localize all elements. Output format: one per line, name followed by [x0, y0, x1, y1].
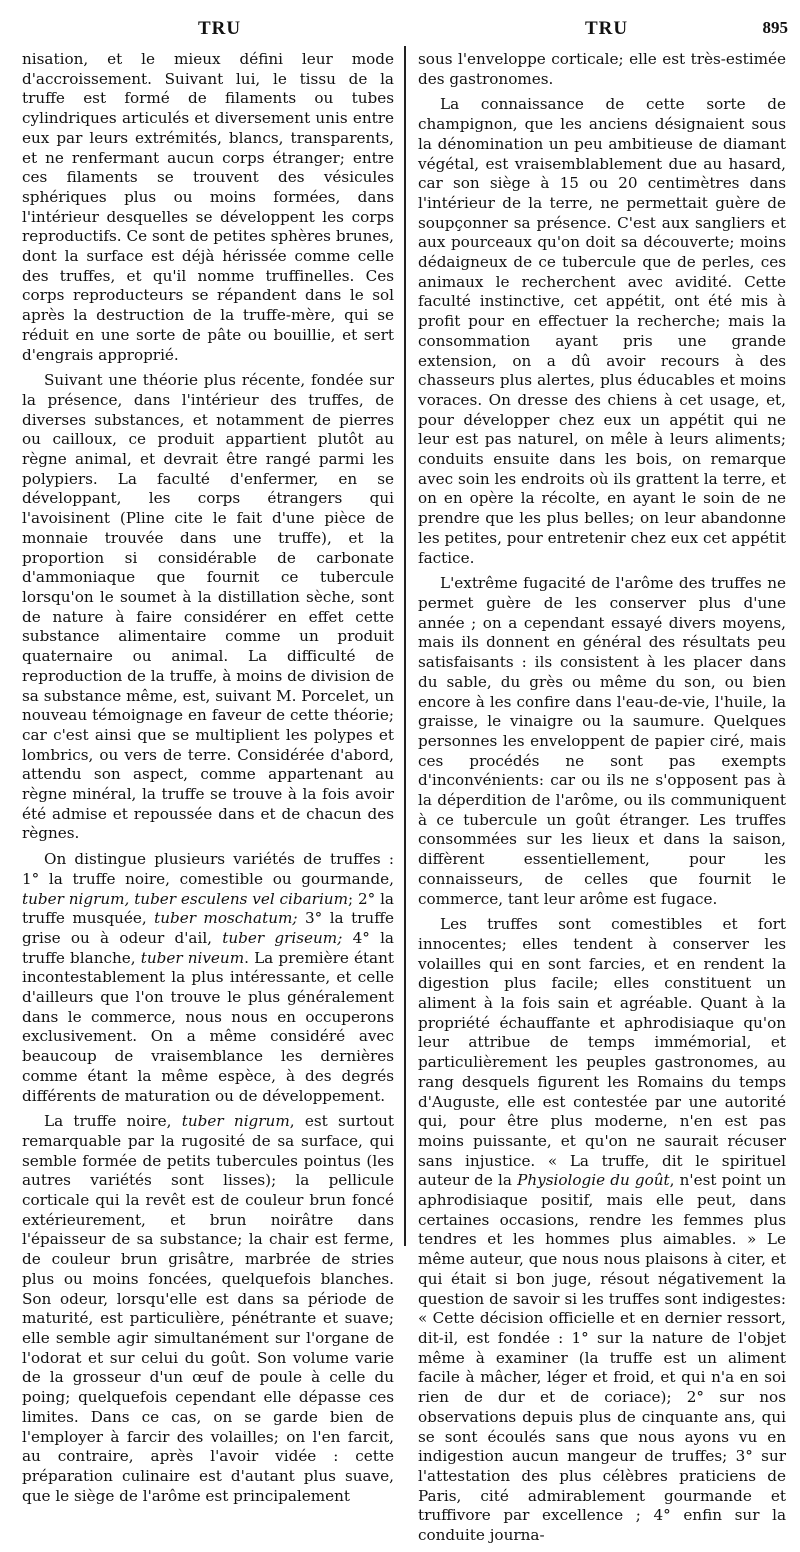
paragraph-text: Suivant une théorie plus récente, fondée sur la présence, dans l'intérieur des truffes, de diverses substances, et notamment de pierres ou cailloux, ce produit appartient plutôt au règne animal, et devrait être rangé parmi les polypiers. La faculté d'enfermer, en se développant, les corps étrangers qui l'avoisinent (Pline cite le fait d'une pièce de monnaie trouvée dans une truffe), et la proportion si considérable de carbonate d'ammoniaque que fournit ce tubercule lorsqu'on le soumet à la distillation sèche, sont de nature à faire considérer en effet cette substance alimentaire comme un produit quaternaire ou animal. La difficulté de reproduction de la truffe, à moins de division de sa substance même, est, suivant M. Porcelet, un nouveau témoignage en faveur de cette théorie; car c'est ainsi que se multiplient les polypes et lombrics, ou vers de terre. Considérée d'abord, attendu son aspect, comme appartenant au règne minéral, la truffe se trouve à la fois avoir été admise et repoussée dans et de chacun des règnes.	[22, 371, 394, 843]
paragraph-text: 4° la truffe blanche,	[22, 928, 394, 967]
paragraph	[22, 50, 394, 365]
paragraph-text: nisation, et le mieux défini leur mode d'accroissement. Suivant lui, le tissu de la truffe est formé de filaments ou tubes cylindriques articulés et diversement unis entre eux par leurs extrémités, blancs, transparents, et ne renfermant aucun corps étranger; entre ces filaments se trouvent des vésicules sphériques plus ou moins formées, dans l'intérieur desquelles se développent les corps reproductifs. Ce sont de petites sphères brunes, dont la surface est déjà hérissée comme celle des truffes, et qu'il nomme truffinelles. Ces corps reproducteurs se répandent dans le sol après la destruction de la truffe-mère, qui se réduit en une sorte de pâte ou bouillie, et sert d'engrais approprié.	[22, 50, 394, 364]
paragraph	[22, 1112, 394, 1506]
latin-name: tuber nigrum, tuber esculens vel cibarium	[22, 889, 348, 908]
paragraph-text: . La première étant incontestablement la plus intéressante, et celle d'ailleurs que l'on trouve le plus généralement dans le commerce, nous nous en occuperons exclusivement. On a même considéré avec beaucoup de vraisemblance les dernières comme étant la même espèce, à des degrés différents de maturation ou de développement.	[22, 948, 394, 1105]
paragraph-text: L'extrême fugacité de l'arôme des truffes ne permet guère de les conserver plus d'une année ; on a cependant essayé divers moyens, mais ils donnent en général des résultats peu satisfaisants : ils consistent à les placer dans du sable, du grès ou même du son, ou bien encore à les confire dans l'eau-de-vie, l'huile, la graisse, le vinaigre ou la saumure. Quelques personnes les enveloppent de papier ciré, mais ces procédés ne sont pas exempts d'inconvénients: car ou ils ne s'opposent pas à la déperdition de l'arôme, ou ils communiquent à ce tubercule un goût étranger. Les truffes consommées sur les lieux et dans la saison, diffèrent essentiellement, pour les connaisseurs, de celles que fournit le commerce, tant leur arôme est fugace.	[418, 574, 786, 908]
page-header	[0, 6, 800, 46]
latin-name: tuber griseum;	[222, 928, 343, 947]
book-title: Physiologie du goût	[517, 1171, 670, 1190]
paragraph	[418, 95, 786, 568]
left-column	[22, 50, 394, 1512]
page-number: 895	[762, 18, 788, 37]
latin-name: tuber moschatum;	[154, 909, 298, 928]
paragraph-text: , n'est point un aphrodisiaque positif, mais elle peut, dans certaines occasions, rendre les femmes plus tendres et les hommes plus aimables. » Le même auteur, que nous nous plaisons à citer, et qui était si bon juge, résout négativement la question de savoir si les truffes sont indigestes: « Cette décision officielle et en dernier ressort, dit-il, est fondée : 1° sur la nature de l'objet même à examiner (la truffe est un aliment facile à mâcher, léger et froid, et qui n'a en soi rien de dur et de coriace); 2° sur nos observations depuis plus de cinquante ans, qui se sont écoulés sans que nous ayons vu en indigestion aucun mangeur de truffes; 3° sur l'attestation des plus célèbres praticiens de Paris, cité admirablement gourmande et truffivore par excellence ; 4° enfin sur la conduite journa-	[418, 1171, 787, 1545]
paragraph	[22, 850, 394, 1106]
running-head-left: TRU	[198, 18, 242, 39]
paragraph-text: Les truffes sont comestibles et fort innocentes; elles tendent à conserver les volailles qui en sont farcies, et en rendent la digestion plus facile; elles constituent un aliment à la fois sain et agréable. Quant à la propriété échauffante et aphrodisiaque qu'on leur attribue de temps immémorial, et particulièrement les peuples gastronomes, au rang desquels figurent les Romains du temps d'Auguste, elle est contestée par une autorité qui, pour être plus moderne, n'en est pas moins puissante, et qu'on ne saurait récuser sans injustice. « La truffe, dit le spirituel auteur de la	[418, 915, 786, 1190]
paragraph-text: On distingue plusieurs variétés de truffes : 1° la truffe noire, comestible ou gourmande,	[22, 850, 394, 888]
paragraph-text: 3° la truffe grise ou à odeur d'ail,	[22, 909, 394, 947]
paragraph-text: La connaissance de cette sorte de champignon, que les anciens désignaient sous la dénomination un peu ambitieuse de diamant végétal, est vraisemblablement due au hasard, car son siège à 15 ou 20 centimètres dans l'intérieur de la terre, ne permettait guère de soupçonner sa présence. C'est aux sangliers et aux pourceaux qu'on doit sa découverte; moins dédaigneux de ce tubercule que de perles, ces animaux le recherchent avec avidité. Cette faculté instinctive, cet appétit, ont été mis à profit pour en effectuer la recherche; mais la consommation ayant pris une grande extension, on a dû avoir recours à des chasseurs plus alertes, plus éducables et moins voraces. On dresse des chiens à cet usage, et, pour développer chez eux un appétit qui ne leur est pas naturel, on mêle à leurs aliments; conduits ensuite dans les bois, on remarque avec soin les endroits où ils grattent la terre, et on en opère la récolte, en ayant le soin de ne prendre que les plus belles; on leur abandonne les petites, pour entretenir chez eux cet appétit factice.	[418, 95, 786, 567]
column-divider	[404, 46, 406, 1246]
paragraph	[22, 371, 394, 844]
running-head-right: TRU	[585, 18, 629, 39]
paragraph	[418, 915, 786, 1546]
latin-name: tuber nigrum	[181, 1112, 290, 1131]
paragraph-text: , est surtout remarquable par la rugosité de sa surface, qui semble formée de petits tubercules pointus (les autres variétés sont lisses); la pellicule corticale qui la revêt est de couleur brun foncé extérieurement, et brun noirâtre dans l'épaisseur de sa substance; la chair est ferme, de couleur brun grisâtre, marbrée de stries plus ou moins foncées, quelquefois blanches. Son odeur, lorsqu'elle est dans sa période de maturité, est particulière, pénétrante et suave; elle semble agir simultanément sur l'organe de l'odorat et sur celui du goût. Son volume varie de la grosseur d'un œuf de poule à celle du poing; quelquefois cependant elle dépasse ces limites. Dans ce cas, on se garde bien de l'employer à farcir des volailles; on l'en farcit, au contraire, après l'avoir vidée : cette préparation culinaire est d'autant plus suave, que le siège de l'arôme est principalement	[22, 1112, 394, 1505]
paragraph-text: ; 2° la truffe musquée,	[22, 889, 394, 928]
paragraph-text: La truffe noire,	[44, 1112, 182, 1131]
paragraph-text: sous l'enveloppe corticale; elle est très-estimée des gastronomes.	[418, 50, 786, 88]
paragraph	[418, 50, 786, 89]
right-column	[418, 50, 786, 1552]
paragraph	[418, 574, 786, 909]
latin-name: tuber niveum	[140, 948, 245, 967]
